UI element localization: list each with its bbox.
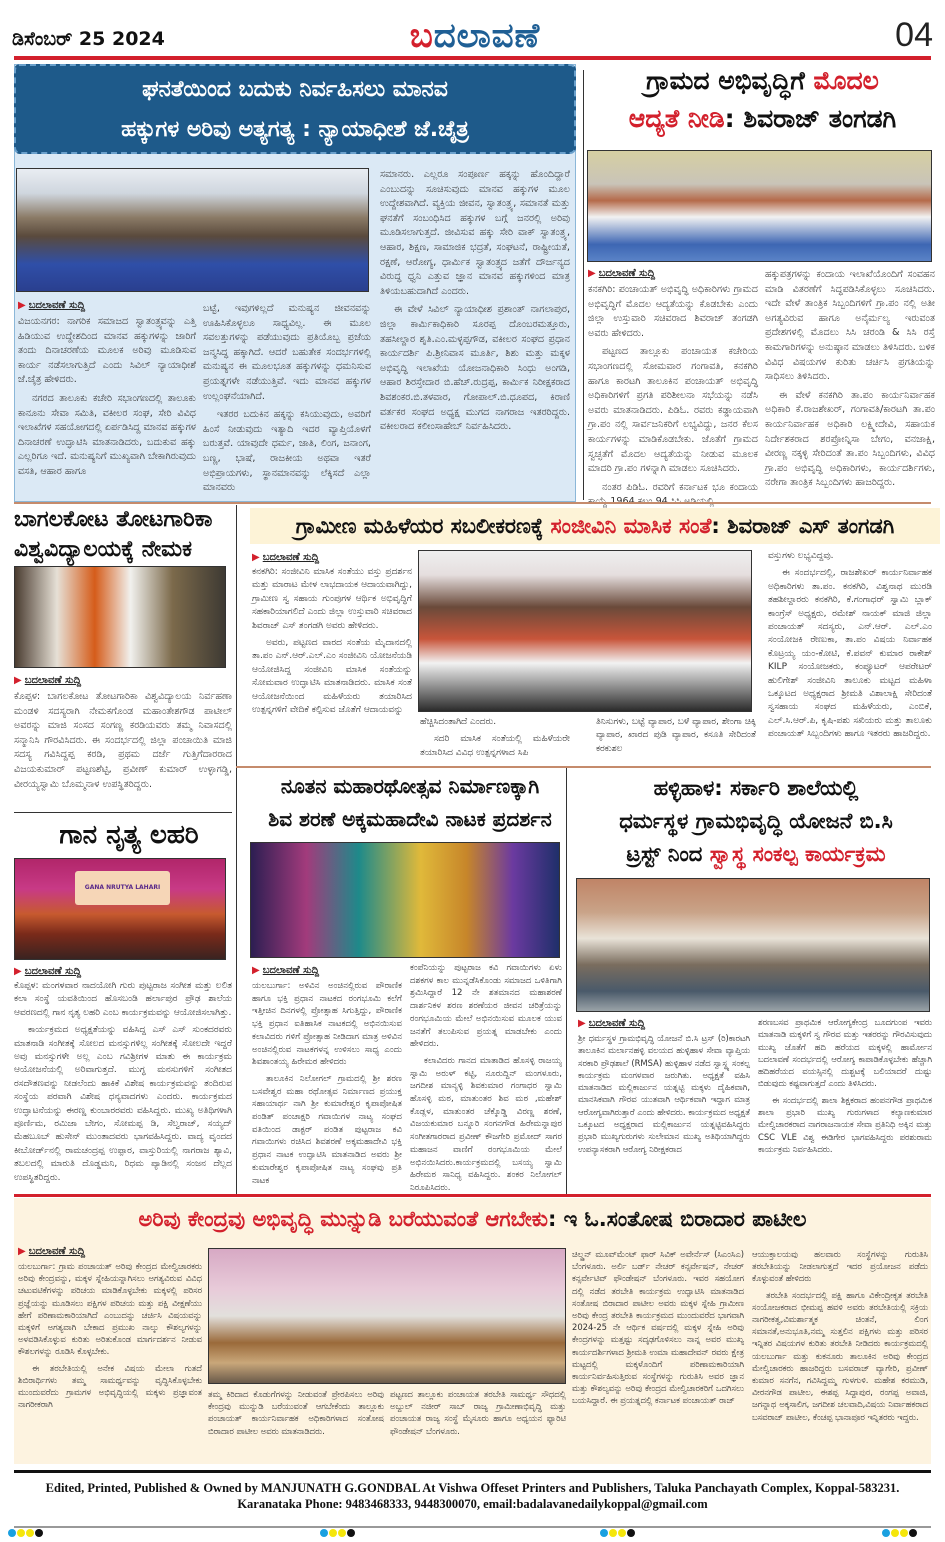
article-body-col (380, 168, 570, 500)
photo-arivu-training (208, 1248, 566, 1384)
triangle-marker-icon: ▶ (18, 300, 26, 311)
paragraph: ಕನಕಗಿರಿ: ಸಂಜೀವಿನಿ ಮಾಸಿಕ ಸಂತೆಯು ವಸ್ತು ಪ್ರದರ್ಶನ ಮತ್ತು ಮಾರಾಟ ಮೇಳ ಲಾಭದಾಯಕ ಆದಾಯವಾಗಿದ್ದು, ಗ್ರಾಮೀಣ ಸ್ವ ಸಹಾಯ ಗುಂಪುಗಳ ಆರ್ಥಿಕ ಅಭಿವೃದ್ಧಿಗೆ ಸಹಕಾರಿಯಾಗಲಿದೆ ಎಂದು ಜಿಲ್ಲಾ ಉಸ್ತುವಾರಿ ಸಚಿವರಾದ ಶಿವರಾಜ್ ಎಸ್ ತಂಗಡಗಿ ಅವರು ಹೇಳಿದರು. (252, 567, 412, 631)
headline-line: ಹಕ್ಕುಗಳ ಅರಿವು ಅತ್ಯಗತ್ಯ : ನ್ಯಾಯಾಧೀಶೆ ಜೆ.ಚೈತ್ರ (121, 117, 469, 142)
paragraph: ಕೊಪ್ಪಳ: ಮಂಗಳವಾರ ನಾದಯೋಗಿ ಗುರು ಪುಟ್ಟರಾಜ ಸಂಗೀತ ಮತ್ತು ಲಲಿತ ಕಲಾ ಸಂಸ್ಥೆ ಯವತಿಯಿಂದ ಹೊಸಬಂಡಿ ಹರ್ಲಾಪುರ ಪ್ರೌಢ ಶಾಲೆಯ ಆವರಣದಲ್ಲಿ ಗಾನ ನೃತ್ಯ ಲಹರಿ ಎಂಬ ಕಾರ್ಯಕ್ರಮವನ್ನು ಆಯೋಜಿಸಲಾಗಿತ್ತು. (14, 981, 232, 1018)
registration-marks (8, 1522, 44, 1541)
paragraph: ಕಲಾವಿದರು ಗಾನದ ಮಾತಾಡಿದ ಹೊಸಳ್ಳಿ ರಾಜಯ್ಯ ಸ್ವಾಮಿ ಅರುಳ್ ಕಟ್ಟಿ, ನೂರುದ್ದಿನ್ ಮಂಗಳೂರು, ಜಗದೀಶ ಮಾನ್ಯಳ್ಳಿ ಶಿವಕುಮಾರ ಗಂಗಾಧರ ಸ್ವಾಮಿ ಹೊಸಳ್ಳಿ ಮಠ, ಮಾತುಂತರ ಶಿವ ಮಠ ,ಮಹೇಶ್ ಕೊಡ್ಲಳ, ಮಾತುಂತರ ಚೆಕ್ಕೊಡ್ಡಿ ವಿರಣ್ಣ ಶರಣೆ, ವಿಜಯಕುಮಾರ ಬನ್ನೂರಿ ಸಂಗನಗೌಡ ಹಿರೇಮನ್ನಾಪುರ ಸಂಗೀತಗಾರರಾದ ಪ್ರವೀಣ್ ಕೌಜಗೇರಿ ಪ್ರಮೋದ್ ಸಾಗರ ಮಹಾಜನ ವಾಣಿಗೆ ರಂಗಭೂಮಿಯ ಮೇಲೆ ಅಭಿನಯಿಸಿದರು.ಕಾರ್ಯಕ್ರಮದಲ್ಲಿ ಬಸಯ್ಯ ಸ್ವಾಮಿ ಹಿರೇಮಠ ಸಾನಿಧ್ಯ ವಹಿಸಿದ್ದರು. ಶಂಕರ ನಿಲೋಗಲ್ ನಿರೂಪಿಸಿದರು. (410, 1055, 562, 1193)
registration-marks (882, 1522, 918, 1541)
paragraph: ಕೊಪ್ಪಳ: ಬಾಗಲಕೋಟ ತೋಟಗಾರಿಕಾ ವಿಶ್ವವಿದ್ಯಾಲಯ ನಿರ್ವಹಣಾ ಮಂಡಳಿ ಸದಸ್ಯರಾಗಿ ನೇಮಕಗೊಂಡ ಮಹಾಂತೇಶಗೌಡ ಪಾಟೀಲ್ ಅವರನ್ನು ಮಾಜಿ ಸಂಸದ ಸಂಗಣ್ಣ ಕರಡಿಯವರು ತಮ್ಮ ನಿವಾಸದಲ್ಲಿ ಸನ್ಮಾನಿಸಿ ಗೌರವಿಸಿದರು. ಈ ಸಂದರ್ಭದಲ್ಲಿ ಜಿಲ್ಲಾ ಪಂಚಾಯಿತಿ ಮಾಜಿ ಸದಸ್ಯ ಗವಿಸಿದ್ದಪ್ಪ ಕರಡಿ, ಪ್ರಥಮ ದರ್ಜೆ ಗುತ್ತಿಗೆದಾರರಾದ ವಿಜಯಕುಮಾರ್ ಪಟ್ಟಣಶೆಟ್ಟಿ, ಪ್ರವೀಣ್ ಕುಮಾರ್ ಉಳ್ಳಾಗಡ್ಡಿ, ವೀರಯ್ಯಸ್ವಾಮಿ ಬೊಮ್ಮನಾಳ ಉಪಸ್ಥಿತರಿದ್ದರು. (14, 691, 232, 790)
headline-line: ನೂತನ ಮಹಾರಥೋತ್ಸವ ನಿರ್ಮಾಣಕ್ಕಾಗಿ (280, 774, 540, 798)
article-body (14, 690, 232, 808)
article-body-col (208, 1388, 384, 1462)
byline (14, 966, 81, 977)
column-divider (583, 70, 584, 500)
issue-date: ಡಿಸೆಂಬರ್ 25 2024 (12, 28, 165, 50)
article-body-col (758, 1016, 932, 1192)
headline-line: ವಿಶ್ವವಿದ್ಯಾಲಯಕ್ಕೆ ನೇಮಕ (14, 537, 193, 562)
triangle-marker-icon: ▶ (252, 965, 260, 976)
headline-highlight: ಅರಿವು ಕೇಂದ್ರವು ಅಭಿವೃದ್ಧಿ ಮುನ್ನುಡಿ ಬರೆಯುವಂತೆ ಆಗಬೇಕು (138, 1207, 548, 1231)
photo-drama-performance (250, 842, 560, 958)
paragraph: ಯಲಬುರ್ಗಾ: ಅಳಿವಿನ ಅಂಚಿನಲ್ಲಿರುವ ಪೌರಾಣಿಕ ಹಾಗೂ ಭಕ್ತಿ ಪ್ರಧಾನ ನಾಟಕದ ರಂಗಭೂಮಿ ಕಲೆಗೆ ಇತ್ತೀಚಿನ ದಿನಗಳಲ್ಲಿ ಪ್ರೋತ್ಸಾಹ ಸಿಗುತ್ತಿದ್ದು, ಪೌರಾಣಿಕ ಭಕ್ತಿ ಪ್ರಧಾನ ಐತಿಹಾಸಿಕ ನಾಟಕದಲ್ಲಿ ಅಭಿನಯಿಸುವ ಕಲಾವಿದರು ಗಳಿಗೆ ಪ್ರೋತ್ಸಾಹ ನೀಡಿದಾಗ ಮಾತ್ರ ಅಳಿವಿನ ಅಂಚಿನಲ್ಲಿರುವ ನಾಟಕಗಳನ್ನ ಉಳಿಸಲು ಸಾಧ್ಯ ಎಂದು ಶಿವಶಾಂತಯ್ಯ ಹಿರೇಮಠ ಹೇಳಿದರು (252, 981, 402, 1068)
photo-bagalkot-felicitation (14, 566, 226, 668)
triangle-marker-icon: ▶ (578, 1018, 586, 1029)
paragraph: ಚಿಲ್ಡ್ರನ್ ಮೂವ್‌ಮೆಂಟ್ ಫಾರ್ ಸಿವಿಕ್ ಅವೇರ್ನೆಸ್ (ಸಿಎಂಸಿಎ) ಬೆಂಗಳೂರು. ಅರ್ಲಿ ಬರ್ಡ್ ನೇಚರ್ ಕನ್ಸರ್ವೇಷನ್, ನೇಚರ್ ಕನ್ಸರ್ವೇಟಿವ್ ಫೌಂಡೇಷನ್ ಬೆಂಗಳೂರು. ಇವರ ಸಹಯೋಗ ದಲ್ಲಿ ನಡೆದ ತರಬೇತಿ ಕಾರ್ಯಕ್ರಮ ಉದ್ಘಾಟಿಸಿ ಮಾತನಾಡಿದ ಸಂತೋಷ ಬಿರಾದಾರ ಪಾಟೀಲ ಅವರು ಮಕ್ಕಳ ಸ್ನೇಹಿ ಗ್ರಾಮೀಣ ಅರಿವು ಕೇಂದ್ರ ತರಬೇತಿ ಕಾರ್ಯಕ್ರಮದ ಮುಂದುವರೆದ ಭಾಗವಾಗಿ 2024-25 ನೇ ಆರ್ಥಿಕ ವರ್ಷದಲ್ಲಿ ಮಕ್ಕಳ ಸ್ನೇಹಿ ಅರಿವು ಕೇಂದ್ರಗಳನ್ನು ಮತ್ತಷ್ಟು ಸದೃಢಗೊಳಿಸಲು ನಾನ್ನ ಅವರ ಮುಖ್ಯ ಕಾರ್ಯದರ್ಶಿಗಳಾದ ಶ್ರೀಮತಿ ಉಮಾ ಮಹಾದೇವನ್ ರವರು ಕ್ಷೇತ್ರ ಮಟ್ಟದಲ್ಲಿ ಮಕ್ಕಳೊಂದಿಗೆ ಪರಿಣಾಮಕಾರಿಯಾಗಿ ಕಾರ್ಯನಿರ್ವಹಿಸುತ್ತಿರುವ ಸಂಸ್ಥೆಗಳನ್ನು ಗುರುತಿಸಿ ಅವರ ಜ್ಞಾನ ಮತ್ತು ಕೌಶಲ್ಯವನ್ನು ಅರಿವು ಕೇಂದ್ರದ ಮೇಲ್ವಿಚಾರಕರಿಗೆ ಒದಗಿಸಲು ಬಯಸಿದ್ದಾರೆ. ಈ ಪ್ರಯತ್ನದಲ್ಲಿ ಕರ್ನಾಟಕ ಪಂಚಾಯತ್ ರಾಜ್ (572, 1249, 744, 1406)
byline (252, 552, 319, 563)
article-body-col (18, 1260, 202, 1462)
byline (18, 1246, 85, 1257)
paragraph: ತಾಲೂಕಿನ ನಿಲೋಗಲ್ ಗ್ರಾಮದಲ್ಲಿ ಶ್ರೀ ಶರಣ ಬಸವೇಶ್ವರ ಮಹಾ ರಥೋತ್ಸವ ನಿರ್ಮಾಣದ ಪ್ರಯುಕ್ತ ಸಹಾಯಾರ್ಥ ನಾಗಿ ಶ್ರೀ ಕುಮಾರೇಶ್ವರ ಕೃಪಾಪೋಷಿತ ಪಂಡಿತ್ ಪಂಚಾಕ್ಷರಿ ಗವಾಯಿಗಳ ನಾಟ್ಯ ಸಂಘದ ವತಿಯಿಂದ ಡಾಕ್ಟರ್ ಪಂಡಿತ ಪುಟ್ಟರಾಜ ಕವಿ ಗವಾಯಿಗಳು ರಚಿಸಿದ ಶಿವಶರಣೆ ಅಕ್ಕಮಹಾದೇವಿ ಭಕ್ತಿ ಪ್ರಧಾನ ನಾಟಕ ಉದ್ಘಾಟಿಸಿ ಮಾತನಾಡಿದ ಅವರು ಶ್ರೀ ಕುಮಾರೇಶ್ವರ ಕೃಪಾಪೋಷಿತ ನಾಟ್ಯ ಸಂಘವು ಪ್ರತಿ ನಾಟಕ (252, 1073, 402, 1186)
paragraph: ತಿನಿಸುಗಳು, ಬಟ್ಟೆ ವ್ಯಾಪಾರ, ಬಳೆ ವ್ಯಾಪಾರ, ಶೇಂಗಾ ಚಿಕ್ಕಿ ವ್ಯಾಪಾರ, ಖಾರದ ಪುಡಿ ವ್ಯಾಪಾರ, ಕಸೂತಿ ಸೇರಿದಂತೆ ಕರಕುಶಲ (596, 717, 756, 754)
byline (588, 268, 655, 279)
paragraph: ಈ ವೇಳೆ ಕನಕಗಿರಿ ತಾ.ಪಂ ಕಾರ್ಯನಿರ್ವಾಹಕ ಅಧಿಕಾರಿ ಕೆ.ರಾಜಶೇಖರ್, ಗಂಗಾವತಿ/ಕಾರಟಗಿ ತಾ.ಪಂ ಕಾರ್ಯನಿರ್ವಾಹಕ ಅಧಿಕಾರಿ ಲಕ್ಷ್ಮೀದೇವಿ, ಸಹಾಯಕ ನಿರ್ದೇಶಕರಾದ ಶರಪ್ರೋನ್ನಿಸಾ ಬೇಗಂ, ವನಜಾಕ್ಷಿ, ವೀರಣ್ಣ ನಕ್ಕಳ್ಳಿ ಸೇರಿದಂತೆ ತಾ.ಪಂ ಸಿಬ್ಬಂದಿಗಳು, ವಿವಿಧ ಗ್ರಾ.ಪಂ ಅಭಿವೃದ್ಧಿ ಅಧಿಕಾರಿಗಳು, ಕಾರ್ಯದರ್ಶಿಗಳು, ನರೇಗಾ ತಾಂತ್ರಿಕ ಸಿಬ್ಬಂದಿಗಳು ಹಾಜರಿದ್ದರು. (765, 389, 935, 489)
paragraph: ಯಲಬುರ್ಗಾ: ಗ್ರಾಮ ಪಂಚಾಯತ್ ಅರಿವು ಕೇಂದ್ರದ ಮೇಲ್ವಿಚಾರಕರು ಅರಿವು ಕೇಂದ್ರವನ್ನು, ಮಕ್ಕಳ ಸ್ನೇಹಿಯನ್ನಾಗಿಸಲು ಅಗತ್ಯವಿರುವ ವಿವಿಧ ಚಟುವಟಿಕೆಗಳನ್ನು ಪರಿಚಯ ಮಾಡಿಕೊಳ್ಳಬೇಕು ಮಕ್ಕಳಲ್ಲಿ ಪರಿಸರ ಪ್ರಜ್ಞೆಯನ್ನು ಮೂಡಿಸಲು ಪಕ್ಷಿಗಳ ಪರಿಚಯ ಮತ್ತು ಪಕ್ಷಿ ವೀಕ್ಷಣೆಯು ಹೇಗೆ ಪರಿಣಾಮಕಾರಿಯಾಗಿದೆ ಎಂಬುದನ್ನು ಚರ್ಚಿಸಿ ವಿಷಯವನ್ನು ಮಕ್ಕಳಿಗೆ ಅಗತ್ಯವಾಗಿ ಬೇಕಾದ ಪ್ರಮುಖ ನಾಲ್ಕು ಕೌಶಲ್ಯಗಳನ್ನು ಅಳವಡಿಸಿಕೊಳ್ಳುವ ಕುರಿತು ಅರಿತುಕೊಂಡ ಮಾರ್ಗದರ್ಶನ ನೀಡುವ ಕೌಶಲಗಳನ್ನು ರೂಡಿಸಿ ಕೊಳ್ಳಬೇಕು. (18, 1261, 202, 1357)
headline-text: ಗ್ರಾಮೀಣ ಮಹಿಳೆಯರ ಸಬಲೀಕರಣಕ್ಕೆ (295, 514, 551, 538)
headline-highlight: ಸ್ವಾಸ್ಥ ಸಂಕಲ್ಪ ಕಾರ್ಯಕ್ರಮ (709, 842, 886, 866)
byline-text: ಬದಲಾವಣೆ ಸುದ್ದಿ (28, 300, 85, 311)
paragraph: ನಂತರ ಪಿಡಿಓ. ರವರಿಗೆ ಕರ್ನಾಟಕ ಭೂ ಕಂದಾಯ (602, 481, 758, 493)
paragraph: ಶ್ರೀ ಧರ್ಮಸ್ಥಳ ಗ್ರಾಮಭಿವೃದ್ಧಿ ಯೋಜನೆ ಬಿ.ಸಿ ಟ್ರಸ್ (ರಿ)ಕಾರಟಗಿ ತಾಲೂಕಿನ ಮರ್ಲಾನಹಳ್ಳಿ ವಲಯದ ಹುಳ್ಳಿಹಾಳ ಸೇವಾ ವ್ಯಾಪ್ತಿಯ ಸರಕಾರಿ ಪ್ರೌಢಶಾಲೆ (RMSA) ಹುಳ್ಳಿಹಾಳ ನಡೆದ ಸ್ವಾಸ್ಥ್ಯ ಸಂಕಲ್ಪ ಕಾರ್ಯಕ್ರಮ ಮಂಗಳವಾರ ಜರುಗಿತು. ಅಧ್ಯಕ್ಷತೆ ವಹಿಸಿ ಮಾತನಾಡಿದ ಮಲ್ಲಿಕಾರ್ಜುನ ಯತ್ನಟ್ಟಿ ಮಕ್ಕಳು ದೈಹಿಕವಾಗಿ, ಮಾನಸಿಕವಾಗಿ ಗೌರವ ಯುತವಾಗಿ ಆರ್ಥಿಕವಾಗಿ ಇದ್ದಾಗ ಮಾತ್ರ ಆರೋಗ್ಯವಾಗಿರುತ್ತಾರೆ ಎಂದು ಹೇಳಿದರು. ಕಾರ್ಯಕ್ರಮದ ಅಧ್ಯಕ್ಷತೆ ಒಕ್ಕೂಟದ ಅಧ್ಯಕ್ಷರಾದ ಮಲ್ಲಿಕಾರ್ಜುನ ಯತ್ನಟ್ಟಿವಹಿಸಿದ್ದರು ಪ್ರಭಾರಿ ಮುಖ್ಯಗುರುಗಳು ಸುಲೇಮಾನ ಮುಖ್ಯ ಅತಿಥಿಯಾಗಿದ್ದರು ಉಪನ್ಯಾಸಕರಾಗಿ ಆರೋಗ್ಯ ನಿರೀಕ್ಷಕರಾದ (578, 1033, 750, 1154)
photo-human-rights-event (16, 168, 369, 292)
triangle-marker-icon: ▶ (14, 675, 22, 686)
paragraph: ಪಟ್ಟಣದ ತಾಲ್ಲೂಕು ಪಂಚಾಯತ ತರಬೇತಿ ಸಾಮರ್ಥ್ಯ ಸೌಧದಲ್ಲಿ ಅಬ್ದುಲ್ ನಜೀರ್ ಸಾಬ್ ರಾಜ್ಯ ಗ್ರಾಮೀಣಾಭಿವೃದ್ಧಿ ಮತ್ತು ಪಂಚಾಯತ ರಾಜ್ಯ ಸಂಸ್ಥೆ ಮೈಸೂರು ಹಾಗೂ ಅಧ್ಯಯನ ಫ್ಯಾರಿಟಿ ಫೌಂಡೇಷನ್ ಬೆಂಗಳೂರು. (390, 1389, 566, 1436)
headline-akkamahadevi (250, 770, 570, 836)
headline-line: ಘನತೆಯಿಂದ ಬದುಕು ನಿರ್ವಹಿಸಲು ಮಾನವ (142, 77, 448, 102)
paragraph: ಈ ತರಬೇತಿಯಲ್ಲಿ ಅನೇಕ ವಿಷಯ ಮೇಲಾ ಗುತದೆ ಶಿಬಿರಾರ್ಥಿಗಳು ತಮ್ಮ ಸಾಮರ್ಥ್ಯವನ್ನು ವೃದ್ಧಿಸಿಕೊಳ್ಳಬೇಕು ಮುಂದುವರೆದು ಗ್ರಾಮಗಳ ಅಭಿವೃದ್ಧಿಯಲ್ಲಿ ಮಕ್ಕಳು ಪ್ರಜ್ಞಾವಂತ ನಾಗರೀಕರಾಗಿ (18, 1362, 202, 1410)
paragraph: ವಿಜಯನಗರ: ನಾಗರಿಕ ಸಮಾಜದ ಸ್ವಾತಂತ್ರ್ಯವನ್ನು ಎತ್ತಿ ಹಿಡಿಯುವ ಉದ್ದೇಶದಿಂದ ಮಾನವ ಹಕ್ಕುಗಳನ್ನು ಜಾರಿಗೆ ತಂದು ದಿನಾಚರಣೆಯ ಮೂಲಕ ಅರಿವು ಮೂಡಿಸುವ ಕಾರ್ಯ ನಡೆಸಲಾಗುತ್ತಿದೆ ಎಂದು ಸಿವಿಲ್ ನ್ಯಾಯಾಧೀಶೆ ಜೆ.ಚೈತ್ರ ಹೇಳಿದರು. (18, 316, 196, 386)
event-banner: GANA NRUTYA LAHARI (75, 871, 170, 905)
paragraph: ಇತರರ ಬದುಕಿನ ಹಕ್ಕನ್ನು ಕಸಿಯುವುದು, ಅವರಿಗೆ ಹಿಂಸೆ ನೀಡುವುದು ಇತ್ಯಾದಿ ಇದರ ವ್ಯಾಪ್ತಿಯೊಳಗೆ ಬರುತ್ತವೆ. ಯಾವುದೇ ಧರ್ಮ, ಜಾತಿ, ಲಿಂಗ, ಜನಾಂಗ, ಬಣ್ಣ, ಭಾಷೆ, ರಾಜಕೀಯ ಅಥವಾ ಇತರೆ ಅಭಿಪ್ರಾಯಗಳು, ಸ್ಥಾನಮಾನವನ್ನು ಲೆಕ್ಕಿಸದೆ ಎಲ್ಲಾ ಮಾನವರು (203, 409, 371, 494)
byline-text: ಬದಲಾವಣೆ ಸುದ್ದಿ (28, 1246, 85, 1257)
masthead-rule (14, 56, 931, 60)
paragraph: ಕಾರ್ಯಕ್ರಮದ ಅಧ್ಯಕ್ಷತೆಯನ್ನು ವಹಿಸಿದ್ದ ಎಸ್ ಎಸ್ ಸುಂಕದರವರು ಮಾತನಾಡಿ ಸಂಗೀತಕ್ಕೆ ಸೋಲದ ಮನಸ್ಸುಗಳಿಲ್ಲ ಸಂಗೀತಕ್ಕೆ ಸೋಲದೇ ಇದ್ದರೆ ಅವು ಮನಸ್ಸುಗಳೇ ಅಲ್ಲ ಎಂಬ ಗವಿಶ್ರೀಗಳ ಮಾತು ಈ ಕಾರ್ಯಕ್ರಮ ಆಯೋಜನೆಯಲ್ಲಿ ಅರಿವಾಗುತ್ತದೆ. ಮುಗ್ಧ ಮನಸುಗಳಿಗೆ ಸಂಗೀತದ ರಸದೌತಣವನ್ನು ನೀಡಲೆಂದು ಹಾಕಿಕೆ ವಿಶೇಷ ಕಾರ್ಯಕ್ರಮವನ್ನು ತಂದಿರುವ ಸಂಸ್ಥೆಯ ಪರವಾಗಿ ವಿಶೇಷ ಧನ್ಯವಾದಗಳು ಎಂದರು. ಕಾರ್ಯಕ್ರಮದ ಉದ್ಘಾಟನೆಯನ್ನು ಈರಣ್ಣ ಕುಂಬಾರರವರು ವಹಿಸಿದ್ದರು. ಮುಖ್ಯ ಅತಿಥಿಗಳಾಗಿ ಪೂರ್ಣಿಮ, ರಮಿಜಾ ಬೇಗಂ, ಸೋಮಪ್ಪ ಡಿ, ಸೆಲ್ವರಾಜ್, ಸಯ್ಯದ್ ಮೆಹಬೂಬ್ ಹುಸೇನ್ ಮುಂತಾದವರು ಭಾಗವಹಿಸಿದ್ದರು. ವಾದ್ಯ ವೃಂದದ ಕೀಬೋರ್ಡ್‌ನಲ್ಲಿ ರಾಮಚಂದ್ರಪ್ಪ ಉಪ್ಪಾರ, ವಾಸ್ತುರಿಯಲ್ಲಿ ನಾಗರಾಜ ಶ್ಯಾವಿ, ತಬಲದಲ್ಲಿ ಮಾರುತಿ ದೊಡ್ಡಮನಿ, ರಿಧಮ ಪ್ಯಾಡಿನಲ್ಲಿ ಸಂಜನ ದೆಲ್ಲದ ಉಪಸ್ಥಿತರಿದ್ದರು. (14, 1025, 232, 1183)
byline-text: ಬದಲಾವಣೆ ಸುದ್ದಿ (262, 552, 319, 563)
headline-sanjeevini (250, 508, 940, 544)
byline-text: ಬದಲಾವಣೆ ಸುದ್ದಿ (24, 966, 81, 977)
paragraph: ವಸ್ತುಗಳು ಲಭ್ಯವಿದ್ದವು. (768, 551, 834, 561)
article-body-col (252, 566, 412, 762)
logo-part-blue: ದಲಾವಣೆ (433, 16, 541, 56)
article-body-col (410, 962, 562, 1192)
paragraph: ಈ ಸಂದರ್ಭದಲ್ಲಿ, ರಾಜಶೇಖರ್ ಕಾರ್ಯನಿರ್ವಾಹಕ ಅಧಿಕಾರಿಗಳು ತಾ.ಪಂ. ಕನಕಗಿರಿ, ವಿಶ್ವನಾಥ ಮುರಡಿ ತಹಶೀಲ್ದಾರರು ಕನಕಗಿರಿ, ಕೆ.ಗಂಗಾಧರ್ ಸ್ವಾಮಿ ಬ್ಲಾಕ್ ಕಾಂಗ್ರೆಸ್ ಅಧ್ಯಕ್ಷರು, ರಮೇಶ್ ನಾಯಕ್ ಮಾಜಿ ಜಿಲ್ಲಾ ಪಂಚಾಯತ್ ಸದಸ್ಯರು, ಎನ್.ಆರ್. ಎಲ್.ಎಂ ಸಂಯೋಜಕಿ ರೇಣುಕಾ, ತಾ.ಪಂ ವಿಷಯ ನಿರ್ವಾಹಕ ಕೊಟ್ರಯ್ಯ ಯಂ-ಕೋಟಿ, ಕೆ.ಪವನ್ ಕುಮಾರ ರಾಕೇಶ್ KILP ಸಂಯೋಜಕರು, ಕಂಪ್ಯೂಟರ್ ಆಪರೇಟರ್ ಹುಲಿಗೇಶ್ ಸಂಜೀವಿನಿ ತಾಲೂಕು ಮಟ್ಟದ ಮಹಿಳಾ ಒಕ್ಕೂಟದ ಅಧ್ಯಕ್ಷರಾದ ಶ್ರೀಮತಿ ವಿಶಾಲಾಕ್ಷಿ ಸೇರಿದಂತೆ ಸ್ವಸಹಾಯ ಸಂಘದ ಮಹಿಳೆಯರು, ಎಂಬಿಕೆ, ಎಲ್.ಸಿ.ಆರ್.ಪಿ, ಕೃಷಿ-ಪಶು ಸಖಿಯರು ಮತ್ತು ತಾಲೂಕು ಪಂಚಾಯತ್ ಸಿಬ್ಬಂದಿಗಳು ಹಾಗೂ ಇತರರು ಹಾಜರಿದ್ದರು. (768, 568, 932, 740)
headline-highlight: ಸಂಜೀವಿನಿ ಮಾಸಿಕ ಸಂತೆ (550, 514, 712, 538)
headline-line: ಹಳ್ಳಿಹಾಳ: ಸರ್ಕಾರಿ ಶಾಲೆಯಲ್ಲಿ (653, 776, 859, 800)
headline-line: ಬಾಗಲಕೋಟ ತೋಟಗಾರಿಕಾ (14, 507, 213, 532)
article-body-col (420, 716, 570, 764)
headline-line: ಶಿವ ಶರಣೆ ಅಕ್ಕಮಹಾದೇವಿ ನಾಟಕ ಪ್ರದರ್ಶನ (268, 807, 552, 831)
photo-gana-program (14, 858, 226, 960)
article-body-col (596, 716, 756, 764)
paragraph: ಹೆಚ್ಚಿಸಿದಂತಾಗಿದೆ ಎಂದರು. (420, 717, 497, 727)
triangle-marker-icon: ▶ (14, 966, 22, 977)
registration-marks (320, 1522, 356, 1541)
article-body-col (752, 1248, 928, 1462)
paragraph: ನಗರದ ತಾಲೂಕು ಕಚೇರಿ ಸಭಾಂಗಣದಲ್ಲಿ ತಾಲೂಕು ಕಾನೂನು ಸೇವಾ ಸಮಿತಿ, ವಕೀಲರ ಸಂಘ, ಸೇರಿ ವಿವಿಧ ಇಲಾಖೆಗಳ ಸಹಯೋಗದಲ್ಲಿ ಏರ್ಪಡಿಸಿದ್ದ ಮಾನವ ಹಕ್ಕುಗಳ ದಿನಾಚರಣೆ ಉದ್ಘಾಟಿಸಿ ಮಾತನಾಡಿದರು, ಬದುಕುವ ಹಕ್ಕು ಎಲ್ಲರಿಗೂ ಇದೆ. ಮನುಷ್ಯನಿಗೆ ಮುಖ್ಯವಾಗಿ ಬೇಕಾಗಿರುವುದು ವಸತಿ, ಆಹಾರ ಹಾಗೂ (18, 392, 196, 477)
headline-text: : ಶಿವರಾಜ್ ಎಸ್ ತಂಗಡಗಿ (711, 514, 895, 538)
photo-gramada-meeting (587, 150, 932, 262)
headline-text: : ಇ ಓ.ಸಂತೋಷ ಬಿರಾದಾರ ಪಾಟೀಲ (547, 1207, 807, 1231)
article-body-col (578, 1032, 750, 1192)
logo-part-red: ಬ (409, 16, 434, 56)
section-rule (14, 1194, 931, 1197)
paragraph: ಈ ಸಂದರ್ಭದಲ್ಲಿ ಶಾಲಾ ಶಿಕ್ಷಕರಾದ ಹಂಪನಗೌಡ ಪ್ರಾಥಮಿಕ ಶಾಲಾ ಪ್ರಭಾರಿ ಮುಖ್ಯ ಗುರುಗಳಾದ ಕಲ್ಯಾಣಕುಮಾರ ಮೇಲ್ವಿಚಾರಕರಾದ ನಾಗರಾಜನಾಯಕ ಸೇವಾ ಪ್ರತಿನಿಧಿ ಅಕ್ಕಿನ ಮತ್ತು CSC VLE ವಿಶ್ವ ಈಡಿಗೇರ ಭಾಗವಹಿಸಿದ್ದರು ಪರಶುರಾಮ ಕಾರ್ಯಕ್ರಮ ನಿರ್ವಹಿಸಿದರು. (758, 1094, 932, 1154)
section-rule (236, 766, 931, 768)
paragraph: ಶರಣಬಸವ ಪ್ರಾಥಮಿಕ ಆರೋಗ್ಯಕೇಂದ್ರ ಬೂದಗುಂಪ ಇವರು ಮಾತನಾಡಿ ಮಕ್ಕಳಿಗೆ ಸ್ವ ಗೌರವ ಮತ್ತು ಇತರರನ್ನು ಗೌರವಿಸುವುದು ಮುಖ್ಯ ಜೊತೆಗೆ ಹದಿ ಹರೆಯದ ಮಕ್ಕಳಲ್ಲಿ ಹಾರ್ಮೋನ ಬದಲಾವಣೆ ಸಂದರ್ಭದಲ್ಲಿ ಆರೋಗ್ಯ ಕಾಪಾಡಿಕೊಳ್ಳಬೇಕು ಹೆಚ್ಚಾಗಿ ಹದಿಹರೆಯದ ವಯಸ್ಸಿನಲ್ಲಿ ದುಶ್ಚಟಕ್ಕೆ ಬಲಿಯಾದರೆ ದುಷ್ಟು ಬಿಡುವುದು ಕಷ್ಟವಾಗುತ್ತದೆ ಎಂದು ತಿಳಿಸಿದರು. (758, 1017, 932, 1089)
registration-line (14, 1526, 931, 1528)
imprint (14, 1480, 931, 1512)
page-number: 04 (895, 16, 933, 54)
article-body-col (572, 1248, 744, 1462)
byline (14, 675, 81, 686)
article-body-col (203, 302, 371, 500)
paragraph: ತಮ್ಮ ಕಿರಿದಾದ ಕೊಡುಗೆಗಳನ್ನು ನೀಡುವಂತೆ ಪ್ರೇರಪಿಸಲು ಅರಿವು ಕೇಂದ್ರವು ಮುನ್ನುಡಿ ಬರೆಯುವಂತೆ ಆಗಬೇಕೆಂದು ತಾಲ್ಲೂಕು ಪಂಚಾಯತ್ ಕಾರ್ಯನಿರ್ವಾಹಕ ಅಧಿಕಾರಿಗಳಾದ ಸಂತೋಷ ಬಿರಾದಾರ ಪಾಟೀಲ ಅವರು ಮಾತನಾಡಿದರು. (208, 1389, 384, 1436)
headline-haliyal (576, 772, 936, 871)
headline-arivu-kendra (14, 1198, 931, 1240)
registration-marks (600, 1522, 636, 1541)
photo-sanjeevini-fair (418, 550, 752, 712)
article-body-col (252, 980, 402, 1192)
imprint-line: Karanataka Phone: 9483468333, 9448300070, email:badalavanedailykoppal@gmail.com (237, 1497, 708, 1511)
headline-gana-nrutya-lahari: ಗಾನ ನೃತ್ಯ ಲಹರಿ (59, 820, 199, 850)
footer-rule (14, 1470, 931, 1473)
article-body-col (768, 550, 932, 760)
headline-bagalkot (14, 505, 244, 565)
headline-highlight: ಮೊದಲ (813, 66, 879, 95)
triangle-marker-icon: ▶ (18, 1246, 26, 1257)
newspaper-logo (330, 16, 620, 56)
headline-highlight: ಆದ್ಯತೆ ನೀಡಿ (628, 104, 725, 133)
column-divider (566, 768, 567, 1195)
headline-text: : ಶಿವರಾಜ್ ತಂಗಡಗಿ (724, 104, 897, 133)
paragraph: ಬಟ್ಟೆ, ಇವುಗಳಿಲ್ಲದೆ ಮನುಷ್ಯನ ಜೀವನವನ್ನು ಊಹಿಸಿಕೊಳ್ಳಲೂ ಸಾಧ್ಯವಿಲ್ಲ. ಈ ಮೂಲ ಸವಲತ್ತುಗಳನ್ನು ಪಡೆಯುವುದು ಪ್ರತಿಯೊಬ್ಬ ಪ್ರಜೆಯ ಜನ್ಮಸಿದ್ಧ ಹಕ್ಕಾಗಿದೆ. ಆದರೆ ಬಹುತೇಕ ಸಂದರ್ಭಗಳಲ್ಲಿ ಮನುಷ್ಯನ ಈ ಮೂಲಭೂತ ಹಕ್ಕುಗಳನ್ನು ಧಮನಿಸುವ ಪ್ರಯತ್ನಗಳೇ ನಡೆಯುತ್ತಿವೆ. ಇದು ಮಾನವ ಹಕ್ಕುಗಳ ಉಲ್ಲಂಘನೆಯಾಗಿದೆ. (203, 303, 371, 402)
byline-text: ಬದಲಾವಣೆ ಸುದ್ದಿ (24, 675, 81, 686)
byline-text: ಬದಲಾವಣೆ ಸುದ್ದಿ (588, 1018, 645, 1029)
headline-line: ಧರ್ಮಸ್ಥಳ ಗ್ರಾಮಭಿವೃದ್ಧಿ ಯೋಜನೆ ಬಿ.ಸಿ (619, 809, 893, 833)
paragraph: ಕನಕಗಿರಿ: ಪಂಚಾಯತ್ ಅಭಿವೃದ್ಧಿ ಅಧಿಕಾರಿಗಳು ಗ್ರಾಮದ ಅಭಿವೃದ್ಧಿಗೆ ಮೊದಲ ಆದ್ಯತೆಯನ್ನು ಕೊಡಬೇಕು ಎಂದು ಜಿಲ್ಲಾ ಉಸ್ತುವಾರಿ ಸಚಿವರಾದ ಶಿವರಾಜ್ ತಂಗಡಗಿ ಅವರು ಹೇಳಿದರು. (588, 284, 758, 339)
paragraph: ಆಯುಕ್ತಾಲಯವು ಹಲವಾರು ಸಂಸ್ಥೆಗಳನ್ನು ಗುರುತಿಸಿ ತರಬೇತಿಯನ್ನು ನೀಡಲಾಗುತ್ತದೆ ಇದರ ಪ್ರಯೋಜನ ಪಡೆದು ಕೊಳ್ಳುವಂತೆ ಹೇಳಿದರು (752, 1249, 928, 1284)
paragraph: ಸದರಿ ಮಾಸಿಕ ಸಂತೆಯಲ್ಲಿ ಮಹಿಳೆಯರೇ ತಯಾರಿಸಿದ ವಿವಿಧ ಉತ್ಪನ್ನಗಳಾದ ಸಿಪಿ (420, 734, 570, 758)
section-rule (14, 502, 931, 504)
headline-gramada (590, 62, 935, 138)
paragraph: ಕಂಪೆನಿಯನ್ನು ಪುಟ್ಟರಾಜ ಕವಿ ಗವಾಯಿಗಳು ಏಳು ದಶಕಗಳ ಕಾಲ ಮುನ್ನಡೆಸಿಕೊಂಡು ಸಮಾಜದ ಒಳಿತಿಗಾಗಿ ಶ್ರಮಿಸಿದ್ದಾರೆ 12 ನೇ ಶತಮಾನದ ಮಹಾಶರಣೆ ದಾರ್ಶನಿಕಳ ಶರಣ ಶರಣೆಯರ ಜೀವನ ಚರಿತ್ರೆಯನ್ನು ರಂಗಭೂಮಿಯ ಮೇಲೆ ಅಭಿನಯಿಸುವ ಮೂಲಕ ಯುವ ಜನತೆಗೆ ತಲುಪಿಸುವ ಪ್ರಯತ್ನ ಮಾಡಬೇಕು ಎಂದು ಹೇಳಿದರು. (410, 963, 562, 1050)
article-body-col (588, 283, 758, 498)
divider (14, 812, 232, 813)
byline (252, 965, 319, 976)
byline-text: ಬದಲಾವಣೆ ಸುದ್ದಿ (262, 965, 319, 976)
paragraph: ಪಟ್ಟಣದ ತಾಲ್ಲೂಕು ಪಂಚಾಯತ ಕಚೇರಿಯ ಸಭಾಂಗಣದಲ್ಲಿ ಸೋಮವಾರ ಗಂಗಾವತಿ, ಕನಕಗಿರಿ ಹಾಗೂ ಕಾರಟಗಿ ತಾಲೂಕಿನ ಪಂಚಾಯತ್ ಅಭಿವೃದ್ಧಿ ಅಧಿಕಾರಿಗಳಿಗೆ ಪ್ರಗತಿ ಪರಿಶೀಲನಾ ಸಭೆಯನ್ನು ನಡೆಸಿ ಅವರು ಮಾತನಾಡಿದರು. ಪಿಡಿಓ. ರವರು ಕಡ್ಡಾಯವಾಗಿ ಗ್ರಾ.ಪಂ ನಲ್ಲಿ ಸಾರ್ವಜನಿಕರಿಗೆ ಲಭ್ಯವಿದ್ದು, ಜನರ ಕೆಲಸ ಕಾರ್ಯಗಳನ್ನು ಮಾಡಿಕೊಡಬೇಕು. ಜೊತೆಗೆ ಗ್ರಾಮದ ಸ್ವಚ್ಛತೆಗೆ ಮೊದಲ ಆದ್ಯತೆಯನ್ನು ನೀಡುವ ಮೂಲಕ ಮಾದರಿ ಗ್ರಾ.ಪಂ ಗಳನ್ನಾಗಿ ಮಾಡಲು ಸೂಚಿಸಿದರು. (588, 346, 758, 475)
article-body-col (390, 1388, 566, 1462)
article-body-col (18, 315, 196, 500)
paragraph: ತರಬೇತಿ ಸಂದರ್ಭದಲ್ಲಿ ಪಕ್ಷಿ ಹಾಗೂ ವಿಕೇಂದ್ರೀಕೃತ ತರಬೇತಿ ಸಂಯೋಜಕರಾದ ಭೀಮಪ್ಪ ಹವಳಿ ಅವರು ತರಬೇತಿಯಲ್ಲಿ ಸಕ್ರಿಯ ನಾಗರೀಕತ್ವ,ವಿಮರ್ಶಾತ್ಮಕ ಚಿಂತನೆ, ಲಿಂಗ ಸಮಾನತೆ,ಅನುಭೂತಿ,ನಮ್ಮ ಸುತ್ತಲಿನ ಪಕ್ಷಿಗಳು ಮತ್ತು ಪರಿಸರ ಇನ್ನಿತರ ವಿಷಯಗಳ ಕುರಿತು ತರಬೇತಿ ನೀಡಿದರು ಕಾರ್ಯಕ್ರಮದಲ್ಲಿ ಯಲಬುರ್ಗಾ ಮತ್ತು ಕುಕನೂರು ತಾಲೂಕಿನ ಅರಿವು ಕೇಂದ್ರದ ಮೇಲ್ವಿಚಾರಕರು ಹಾಜರಿದ್ದರು ಬಸವರಾಜ್ ವ್ಯಾಗೇರಿ, ಪ್ರವೀಣ್ ಕುಮಾರ ಸನಗೆನ, ಗವಿಸಿದ್ದಮ್ಮ ಗುಳಗುಳಿ. ಮಹೇಶ ಕರಮುಡಿ, ವೀರನಗೌಡ ಪಾಟೀಲ, ಈಶಪ್ಪ ಸಿದ್ದಾಪುರ, ರಂಗಪ್ಪ ಅವಾಜಿ, ಜಗನ್ನಾಥ ಅಕ್ಕಸಾಲಿಗ, ಜಗದೀಶ ಚಲವಾದಿ,ವಿಷಯ ನಿರ್ವಾಹಕರಾದ ಬಸವರಾಜ್ ಪಾಟೀಲ, ಕೆಂಚಪ್ಪ ಭಾನಾಪೂರ ಇನ್ನಿತರರು ಇದ್ದರು. (752, 1289, 928, 1422)
byline-text: ಬದಲಾವಣೆ ಸುದ್ದಿ (598, 268, 655, 279)
headline-human-rights (14, 64, 576, 154)
article-body (14, 980, 232, 1192)
imprint-line: Edited, Printed, Published & Owned by MANJUNATH G.GONDBAL At Vishwa Offeset Printers and Publishers, Taluka Panchayath Complex, Koppal-583231. (45, 1481, 900, 1495)
photo-health-program (576, 878, 930, 1012)
paragraph: ಈ ವೇಳೆ ಸಿವಿಲ್ ನ್ಯಾಯಾಧೀಶ ಪ್ರಶಾಂತ್ ನಾಗಲಾಪುರ, ಜಿಲ್ಲಾ ಕಾರ್ಮಿಕಾಧಿಕಾರಿ ಸೂರಪ್ಪ ದೊಂಬರಮತ್ತೂರು, ತಹಸೀಲ್ದಾರ ಶೃತಿ.ಎಂ.ಮಳ್ಳಪ್ಪಗೌಡ, ವಕೀಲರ ಸಂಘದ ಪ್ರಧಾನ ಕಾರ್ಯದರ್ಶಿ ಪಿ.ಶ್ರೀನಿವಾಸ ಮೂರ್ತಿ, ಶಿಶು ಮತ್ತು ಮಕ್ಕಳ ಅಭಿವೃದ್ಧಿ ಇಲಾಖೆಯ ಯೋಜನಾಧಿಕಾರಿ ಸಿಂಧು ಅಂಗಡಿ, ಆಹಾರ ಶಿರಸ್ತೇದಾರ ಬಿ.ಹೆಚ್.ರುದ್ರಪ್ಪ, ಕಾರ್ಮಿಕ ನಿರೀಕ್ಷಕರಾದ ಶಿವಶಂಕರ.ಬಿ.ತಳವಾರ, ಗೋಪಾಲ್.ಬಿ.ಧೂಪದ, ಕಿರಾಣಿ ವರ್ತಕರ ಸಂಘದ ಅಧ್ಯಕ್ಷ ಮುಗದ ನಾಗರಾಜ ಇತರರಿದ್ದರು. ವಕೀಲರಾದ ಕಲೀಂಸಾಹೇಬ್ ನಿರ್ವಹಿಸಿದರು. (380, 304, 570, 433)
triangle-marker-icon: ▶ (252, 552, 260, 563)
paragraph: ಅವರು, ಪಟ್ಟಣದ ವಾರದ ಸಂತೆಯ ಮೈದಾನದಲ್ಲಿ ತಾ.ಪಂ ಎನ್.ಆರ್.ಎಲ್.ಎಂ ಸಂಜೀವಿನಿ ಯೋಜನೆಯಡಿ ಆಯೋಜಿಸಿದ್ದ ಸಂಜೀವಿನಿ ಮಾಸಿಕ ಸಂತೆಯನ್ನು ಸೋಮವಾರ ಉದ್ಘಾಟಿಸಿ ಮಾತನಾಡಿದರು. ಮಾಸಿಕ ಸಂತೆ ಆಯೋಜನೆಯಿಂದ ಮಹಿಳೆಯರು ತಯಾರಿಸಿದ ಉತ್ಪನ್ನಗಳಿಗೆ ವೇದಿಕೆ ಕಲ್ಪಿಸುವ ಜೊತೆಗೆ ಆದಾಯವನ್ನು (252, 638, 412, 716)
headline-text: ಟ್ರಸ್ಟ್ ನಿಂದ (626, 842, 710, 866)
headline-text: ಗ್ರಾಮದ ಅಭಿವೃದ್ಧಿಗೆ (646, 66, 814, 95)
paragraph: ಸಮಾನರು. ಎಲ್ಲರೂ ಸಂಪೂರ್ಣ ಹಕ್ಕನ್ನು ಹೊಂದಿದ್ದಾರೆ ಎಂಬುದನ್ನು ಸೂಚಿಸುವುದು ಮಾನವ ಹಕ್ಕುಗಳ ಮೂಲ ಉದ್ದೇಶವಾಗಿದೆ. ವ್ಯಕ್ತಿಯ ಜೀವನ, ಸ್ವಾತಂತ್ರ್ಯ, ಸಮಾನತೆ ಮತ್ತು ಘನತೆಗೆ ಸಂಬಂಧಿಸಿದ ಹಕ್ಕುಗಳ ಬಗ್ಗೆ ಜನರಲ್ಲಿ ಅರಿವು ಮೂಡಿಸಲಾಗುತ್ತದೆ. ಜೀವಿಸುವ ಹಕ್ಕು ಸೇರಿ ವಾಕ್ ಸ್ವಾತಂತ್ರ್ಯ, ಆಹಾರ, ಶಿಕ್ಷಣ, ಸಾಮಾಜಿಕ ಭದ್ರತೆ, ಸಂಘಟನೆ, ರಾಷ್ಟ್ರೀಯತೆ, ರಕ್ಷಣೆ, ಆರೋಗ್ಯ, ಧಾರ್ಮಿಕ ಸ್ವಾತಂತ್ರ್ಯದ ಜತೆಗೆ ದೌರ್ಜನ್ಯದ ವಿರುದ್ಧ ಧ್ವನಿ ಎತ್ತುವ ಜ್ಞಾನ ಮಾನವ ಹಕ್ಕುಗಳಿಂದ ಮಾತ್ರ ತಿಳಿಯಬಹುದಾಗಿದೆ ಎಂದರು. (380, 169, 570, 297)
triangle-marker-icon: ▶ (588, 268, 596, 279)
byline (18, 300, 85, 311)
article-body-col (765, 268, 935, 498)
byline (578, 1018, 645, 1029)
paragraph: ಹಕ್ಕುಪತ್ರಗಳನ್ನು ಕಂದಾಯ ಇಲಾಖೆಯೊಂದಿಗೆ ಸಂವಹನ ಮಾಡಿ ವಿತರಣೆಗೆ ಸಿದ್ಧಪಡಿಸಿಕೊಳ್ಳಲು ಸೂಚಿಸಿದರು. ಇದೇ ವೇಳೆ ತಾಂತ್ರಿಕ ಸಿಬ್ಬಂದಿಗಳಿಗೆ ಗ್ರಾ.ಪಂ ನಲ್ಲಿ ಅತೀ ಅಗತ್ಯವಿರುವ ಹಾಗೂ ಅನೈರ್ಮಲ್ಯ ಇರುವಂತ ಪ್ರದೇಶಗಳಲ್ಲಿ ಮೊದಲು ಸಿಸಿ ಚರಂಡಿ & ಸಿಸಿ ರಸ್ತೆ ಕಾಮಗಾರಿಗಳನ್ನು ಅನುಷ್ಠಾನ ಮಾಡಲು ತಿಳಿಸಿದರು. ಬಳಿಕ ವಿವಿಧ ವಿಷಯಗಳ ಕುರಿತು ಚರ್ಚಿಸಿ ಪ್ರಗತಿಯನ್ನು ಸಾಧಿಸಲು ತಿಳಿಸಿದರು. (765, 269, 935, 383)
